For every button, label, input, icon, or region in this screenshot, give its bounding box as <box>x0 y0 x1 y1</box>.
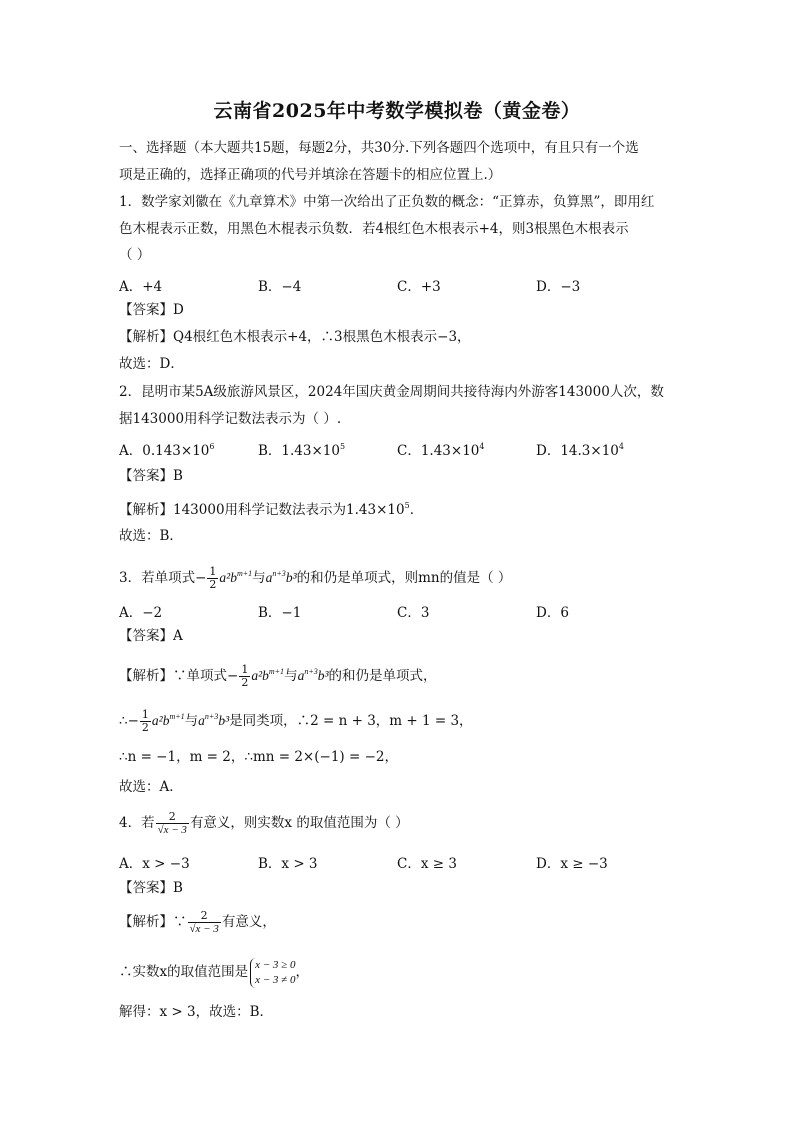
q2-option-d: D．$14.3\times 10^4$ <box>536 442 624 459</box>
q4-fraction: $\frac{2}{√x - 3}$ <box>157 810 187 836</box>
q3-conclusion: 故选：A． <box>119 779 183 795</box>
q4-analysis-line-1: 【解析】∵ $\frac{2}{√x - 3}$ 有意义， <box>119 909 276 935</box>
q4-stem: 4．若 $\frac{2}{√x - 3}$ 有意义，则实数x 的取值范围为（ ） <box>119 810 409 836</box>
q2-option-c: C．$1.43\times 10^4$ <box>397 442 485 459</box>
q3-option-b: B．−1 <box>258 605 302 621</box>
q4-option-c: C．x ≥ 3 <box>397 856 457 872</box>
q1-stem-line-3: （ ） <box>119 247 151 263</box>
q4-inequality-system: x − 3 ≥ 0 x − 3 ≠ 0 <box>250 958 295 988</box>
q2-stem-line-2: 据143000用科学记数法表示为（ ）. <box>119 411 342 427</box>
q3-option-d: D．6 <box>536 605 569 621</box>
q4-option-a: A．x > −3 <box>119 856 190 872</box>
q3-fraction: $\frac{1}{2}$ <box>209 565 217 591</box>
q3-option-c: C．3 <box>397 605 430 621</box>
section-header-line-1: 一、选择题（本大题共15题，每题2分，共30分.下列各题四个选项中，有且只有一个选 <box>119 140 639 156</box>
q1-stem-line-1: 1．数学家刘徽在《九章算术》中第一次给出了正负数的概念：“正算赤，负算黑”，即用红 <box>119 194 655 210</box>
q3-option-a: A．−2 <box>119 605 163 621</box>
q2-option-a: A．$0.143\times 10^6$ <box>119 442 215 459</box>
q4-answer: 【答案】B <box>119 880 183 896</box>
q1-answer: 【答案】D <box>119 302 184 318</box>
q1-analysis: 【解析】Q4根红色木根表示+4，∴3根黑色木根表示−3， <box>119 329 471 345</box>
q2-stem-line-1: 2．昆明市某5A级旅游风景区，2024年国庆黄金周期间共接待海内外游客143000人次，数 <box>119 384 664 400</box>
q1-option-a: A．+4 <box>119 279 163 295</box>
q2-conclusion: 故选：B． <box>119 528 183 544</box>
q4-option-b: B．x > 3 <box>258 856 318 872</box>
q2-analysis: 【解析】143000用科学记数法表示为$1.43\times 10^5$． <box>119 501 424 518</box>
q2-answer: 【答案】B <box>119 468 183 484</box>
q4-analysis-line-3: 解得：x > 3，故选：B． <box>119 1004 274 1020</box>
q3-answer: 【答案】A <box>119 628 183 644</box>
q1-stem-line-2: 色木棍表示正数，用黑色木棍表示负数．若4根红色木根表示+4，则3根黑色木根表示 <box>119 221 629 237</box>
q1-conclusion: 故选：D． <box>119 356 184 372</box>
q1-option-d: D．−3 <box>536 279 581 295</box>
q1-option-c: C．+3 <box>397 279 441 295</box>
q4-analysis-line-2: ∴实数x的取值范围是 x − 3 ≥ 0 x − 3 ≠ 0 ， <box>119 958 309 986</box>
section-header-line-2: 项是正确的，选择正确项的代号并填涂在答题卡的相应位置上.） <box>119 167 502 183</box>
q2-option-b: B．$1.43\times 10^5$ <box>258 442 346 459</box>
q3-analysis-line-3: ∴n = −1，m = 2，∴mn = 2×(−1) = −2， <box>119 749 398 765</box>
q3-stem: 3．若单项式− $\frac{1}{2}$ $a^2b^{m+1}$与$a^{n+3}b^3$的和仍是单项式，则mn的值是（ ） <box>119 565 512 591</box>
page-title: 云南省2025年中考数学模拟卷（黄金卷） <box>213 100 581 122</box>
q1-option-b: B．−4 <box>258 279 302 295</box>
q3-analysis-line-2: ∴− $\frac{1}{2}$ $a^2b^{m+1}$与$a^{n+3}b^3$是同类项，∴2 = n + 3，m + 1 = 3， <box>119 708 473 734</box>
q4-option-d: D．x ≥ −3 <box>536 856 608 872</box>
q3-analysis-line-1: 【解析】∵单项式− $\frac{1}{2}$ $a^2b^{m+1}$与$a^{n+3}b^3$的和仍是单项式， <box>119 663 437 689</box>
